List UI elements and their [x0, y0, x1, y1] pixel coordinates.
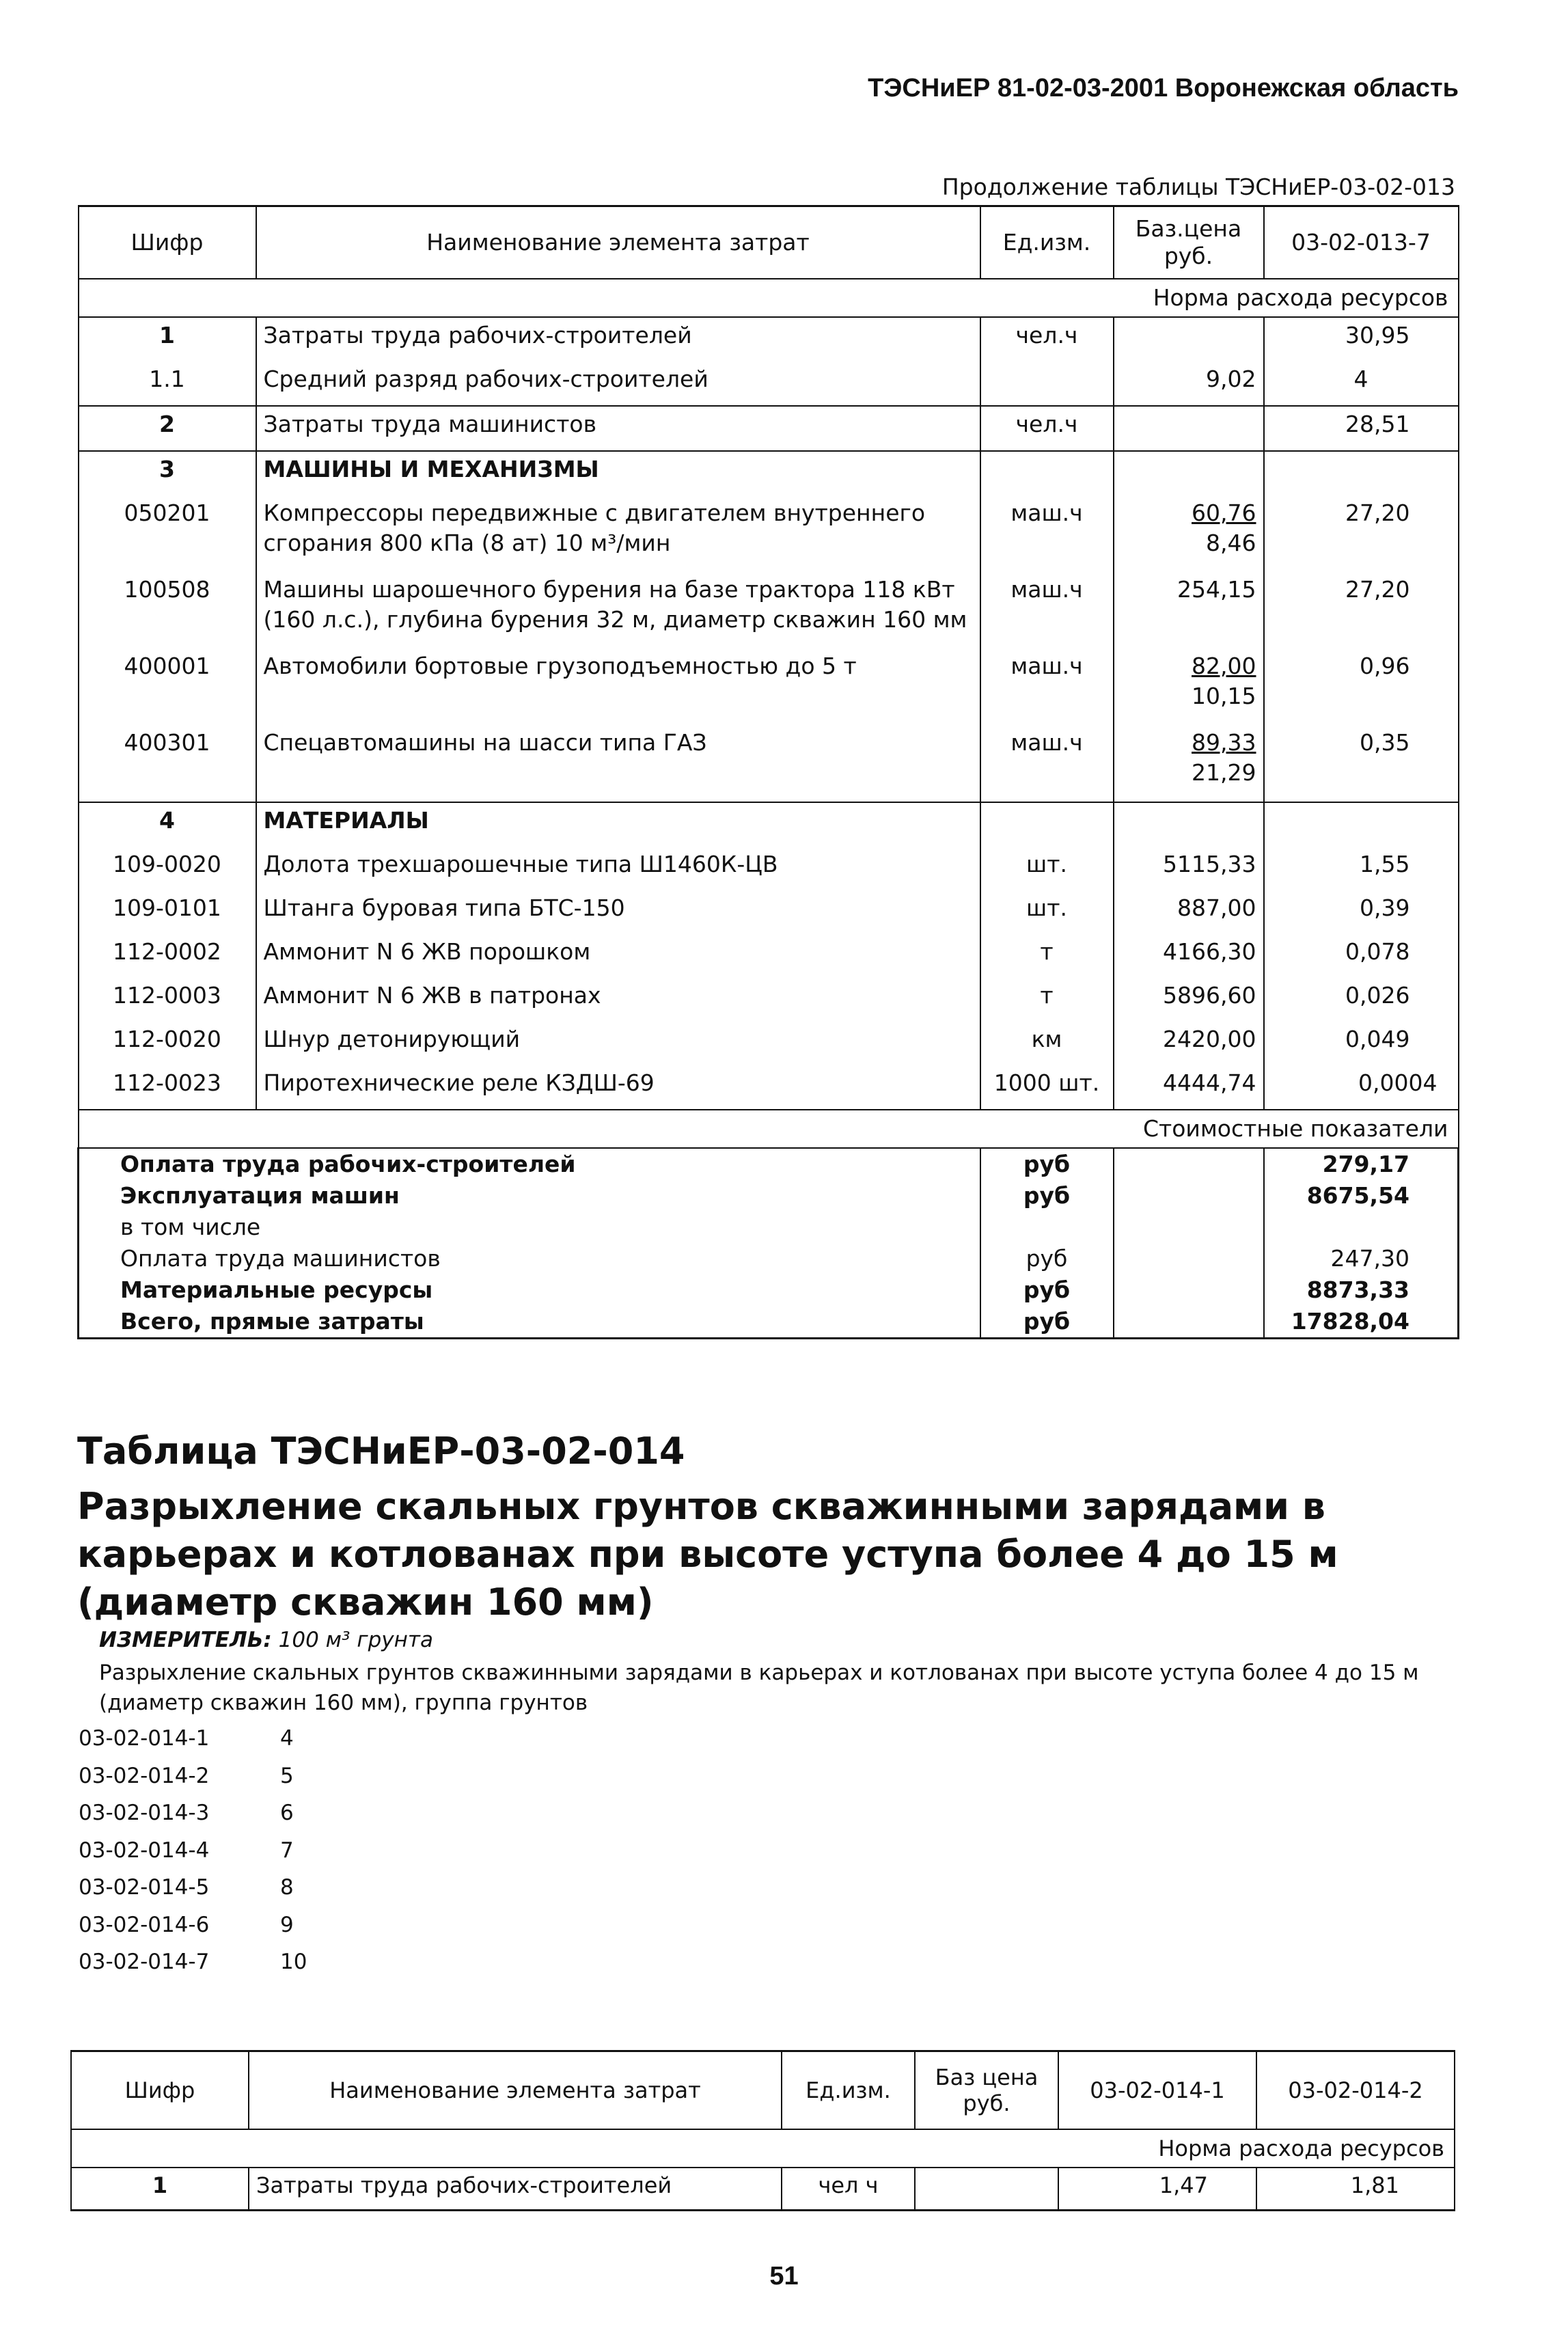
- cost-row-unit: руб: [980, 1306, 1114, 1339]
- resource-table-014: [70, 2050, 1455, 2211]
- list-item-code: 03-02-014-3: [79, 1801, 210, 1825]
- col-header-unit: Ед.изм.: [980, 206, 1114, 279]
- cost-row-unit: руб: [980, 1180, 1114, 1212]
- cost-row: [79, 1274, 1459, 1306]
- list-item-group: 6: [280, 1801, 294, 1825]
- row-code: 1: [79, 317, 256, 361]
- list-item-group: 5: [280, 1763, 294, 1788]
- row-unit: шт.: [980, 847, 1114, 890]
- row-code: 112-0020: [79, 1022, 256, 1065]
- row-norm: 0,026: [1264, 978, 1459, 1022]
- table-row: [79, 1022, 1459, 1065]
- cost-row-label: Всего, прямые затраты: [79, 1306, 980, 1339]
- row-unit: т: [980, 934, 1114, 978]
- row-name: Компрессоры передвижные с двигателем внутреннего сгорания 800 кПа (8 ат) 10 м³/мин: [256, 495, 980, 572]
- cost-row-unit: руб: [980, 1243, 1114, 1274]
- row-code: 4: [79, 802, 256, 847]
- table-row: [79, 495, 1459, 572]
- row-unit: т: [980, 978, 1114, 1022]
- table-row: [79, 725, 1459, 802]
- table-row: [79, 847, 1459, 890]
- list-item: [79, 1801, 307, 1838]
- cost-row-value: 17828,04: [1264, 1306, 1459, 1339]
- row-price: [1114, 406, 1264, 451]
- row-name: Автомобили бортовые грузоподъемностью до 5 т: [256, 648, 980, 725]
- row-unit: [980, 361, 1114, 406]
- list-item-group: 8: [280, 1875, 294, 1900]
- meter-line: [99, 1628, 433, 1652]
- page-number: 51: [769, 2262, 799, 2291]
- row-code: 112-0023: [79, 1065, 256, 1110]
- list-item: [79, 1950, 307, 1987]
- table-row: [79, 406, 1459, 451]
- row-norm: 27,20: [1264, 572, 1459, 648]
- list-item-code: 03-02-014-4: [79, 1837, 210, 1863]
- cost-row-value: 8873,33: [1264, 1274, 1459, 1306]
- row-price: 89,33: [1192, 729, 1256, 756]
- row-price-machinist: 10,15: [1192, 682, 1256, 709]
- table-row: [79, 802, 1459, 847]
- row-unit: чел ч: [782, 2168, 915, 2211]
- row-name: Машины шарошечного бурения на базе трактора 118 кВт (160 л.с.), глубина бурения 32 м, диаметр скважин 160 мм: [256, 572, 980, 648]
- section-description: Разрыхление скальных грунтов скважинными зарядами в карьерах и котлованах при высоте уступа более 4 до 15 м (диаметр скважин 160 мм), группа грунтов: [99, 1660, 1419, 1715]
- cost-row-unit: руб: [980, 1274, 1114, 1306]
- list-item: [79, 1764, 307, 1801]
- col-header-price: Баз.цена руб.: [1114, 206, 1264, 279]
- table-row: [79, 648, 1459, 725]
- cost-row: [79, 1306, 1459, 1339]
- row-price: 82,00: [1192, 653, 1256, 679]
- row-price: 887,00: [1114, 890, 1264, 934]
- row-code: 109-0020: [79, 847, 256, 890]
- cost-row-value: [1264, 1212, 1459, 1243]
- col-header-code: Шифр: [71, 2051, 249, 2130]
- cost-label-row: [79, 1110, 1459, 1148]
- section-heading-materials: МАТЕРИАЛЫ: [256, 802, 980, 847]
- row-norm: 0,96: [1264, 648, 1459, 725]
- row-code: 112-0003: [79, 978, 256, 1022]
- row-code: 2: [79, 406, 256, 451]
- row-norm: 28,51: [1264, 406, 1459, 451]
- list-item-group: 7: [280, 1837, 294, 1863]
- col-header-norm-1: 03-02-014-1: [1058, 2051, 1256, 2130]
- row-unit: маш.ч: [980, 648, 1114, 725]
- list-item-code: 03-02-014-1: [79, 1726, 210, 1751]
- col-header-norm-2: 03-02-014-2: [1256, 2051, 1455, 2130]
- row-price: 2420,00: [1114, 1022, 1264, 1065]
- cost-row-value: 8675,54: [1264, 1180, 1459, 1212]
- row-name: Затраты труда рабочих-строителей: [249, 2168, 782, 2211]
- list-item-code: 03-02-014-5: [79, 1875, 210, 1900]
- row-norm: 4: [1264, 361, 1459, 406]
- row-name: Аммонит N 6 ЖВ порошком: [256, 934, 980, 978]
- meter-label: ИЗМЕРИТЕЛЬ:: [99, 1628, 272, 1652]
- meter-value: 100 м³ грунта: [278, 1628, 433, 1652]
- row-code: 1.1: [79, 361, 256, 406]
- row-price: 9,02: [1114, 361, 1264, 406]
- col-header-price: Баз цена руб.: [915, 2051, 1058, 2130]
- col-header-code: Шифр: [79, 206, 256, 279]
- row-name: Спецавтомашины на шасси типа ГАЗ: [256, 725, 980, 802]
- row-price-machinist: 21,29: [1192, 758, 1256, 786]
- list-item: [79, 1875, 307, 1913]
- row-unit: 1000 шт.: [980, 1065, 1114, 1110]
- row-name: Долота трехшарошечные типа Ш1460К-ЦВ: [256, 847, 980, 890]
- norm-label-row: [79, 279, 1459, 317]
- row-price: 5115,33: [1114, 847, 1264, 890]
- col-header-name: Наименование элемента затрат: [249, 2051, 782, 2130]
- cost-row-value: 279,17: [1264, 1148, 1459, 1180]
- cost-row-unit: руб: [980, 1148, 1114, 1180]
- table-row: [71, 2168, 1455, 2211]
- table-continuation-caption: Продолжение таблицы ТЭСНиЕР-03-02-013: [941, 174, 1455, 200]
- norm-label: Норма расхода ресурсов: [79, 279, 1459, 317]
- list-item-group: 4: [280, 1726, 294, 1751]
- table-title-014: Таблица ТЭСНиЕР-03-02-014: [77, 1430, 685, 1473]
- row-norm: 27,20: [1264, 495, 1459, 572]
- row-norm: 1,55: [1264, 847, 1459, 890]
- list-item: [79, 1913, 307, 1950]
- table-header-row: [71, 2051, 1455, 2130]
- table-row: [79, 451, 1459, 495]
- list-item-code: 03-02-014-7: [79, 1950, 210, 1974]
- cost-row-unit: [980, 1212, 1114, 1243]
- cost-row: [79, 1212, 1459, 1243]
- row-unit: маш.ч: [980, 495, 1114, 572]
- row-name: Штанга буровая типа БТС-150: [256, 890, 980, 934]
- row-code: 112-0002: [79, 934, 256, 978]
- cost-row-label: Материальные ресурсы: [79, 1274, 980, 1306]
- cost-row-label: в том числе: [79, 1212, 980, 1243]
- row-name: Затраты труда машинистов: [256, 406, 980, 451]
- table-row: [79, 317, 1459, 361]
- row-norm: 0,0004: [1264, 1065, 1459, 1110]
- table-row: [79, 1065, 1459, 1110]
- section-heading-machines: МАШИНЫ И МЕХАНИЗМЫ: [256, 451, 980, 495]
- row-norm-1: 1,47: [1058, 2168, 1256, 2211]
- row-name: Аммонит N 6 ЖВ в патронах: [256, 978, 980, 1022]
- row-code: 400001: [79, 648, 256, 725]
- row-code: 050201: [79, 495, 256, 572]
- row-norm: 0,39: [1264, 890, 1459, 934]
- list-item-group: 9: [280, 1912, 294, 1937]
- row-code: 109-0101: [79, 890, 256, 934]
- row-name: Пиротехнические реле КЗДШ-69: [256, 1065, 980, 1110]
- row-norm: 0,078: [1264, 934, 1459, 978]
- table-row: [79, 934, 1459, 978]
- row-unit: шт.: [980, 890, 1114, 934]
- row-price: 4444,74: [1114, 1065, 1264, 1110]
- row-unit: чел.ч: [980, 317, 1114, 361]
- row-unit: км: [980, 1022, 1114, 1065]
- cost-row: [79, 1148, 1459, 1180]
- row-code: 3: [79, 451, 256, 495]
- row-price: 4166,30: [1114, 934, 1264, 978]
- norm-label-row: [71, 2129, 1455, 2168]
- row-name: Затраты труда рабочих-строителей: [256, 317, 980, 361]
- cost-row: [79, 1180, 1459, 1212]
- row-price: 60,76: [1192, 500, 1256, 526]
- table-row: [79, 890, 1459, 934]
- list-item-group: 10: [280, 1950, 307, 1974]
- row-norm: 0,35: [1264, 725, 1459, 802]
- row-unit: маш.ч: [980, 725, 1114, 802]
- row-price-machinist: 8,46: [1206, 529, 1256, 556]
- row-code: 100508: [79, 572, 256, 648]
- col-header-norm: 03-02-013-7: [1264, 206, 1459, 279]
- table-name-014: Разрыхление скальных грунтов скважинными зарядами в карьерах и котлованах при высоте уступа более 4 до 15 м (диаметр скважин 160 мм): [77, 1485, 1338, 1624]
- running-header: ТЭСНиЕР 81-02-03-2001 Воронежская область: [868, 74, 1459, 102]
- table-header-row: [79, 206, 1459, 279]
- cost-row-value: 247,30: [1264, 1243, 1459, 1274]
- row-unit: маш.ч: [980, 572, 1114, 648]
- row-price: [915, 2168, 1058, 2211]
- list-item-code: 03-02-014-6: [79, 1912, 210, 1937]
- row-code: 400301: [79, 725, 256, 802]
- cost-row-label: Оплата труда машинистов: [79, 1243, 980, 1274]
- cost-label: Стоимостные показатели: [79, 1110, 1459, 1148]
- row-name: Средний разряд рабочих-строителей: [256, 361, 980, 406]
- row-norm: 30,95: [1264, 317, 1459, 361]
- list-item: [79, 1838, 307, 1876]
- row-price: [1114, 317, 1264, 361]
- resource-table-013: [77, 205, 1459, 1339]
- row-unit: чел.ч: [980, 406, 1114, 451]
- table-row: [79, 361, 1459, 406]
- row-norm: 0,049: [1264, 1022, 1459, 1065]
- row-price: 254,15: [1114, 572, 1264, 648]
- col-header-name: Наименование элемента затрат: [256, 206, 980, 279]
- row-price: 5896,60: [1114, 978, 1264, 1022]
- cost-row-label: Эксплуатация машин: [79, 1180, 980, 1212]
- cost-row-label: Оплата труда рабочих-строителей: [79, 1148, 980, 1180]
- cost-row: [79, 1243, 1459, 1274]
- col-header-unit: Ед.изм.: [782, 2051, 915, 2130]
- norm-label: Норма расхода ресурсов: [71, 2129, 1455, 2168]
- row-code: 1: [71, 2168, 249, 2211]
- list-item: [79, 1726, 307, 1764]
- row-norm-2: 1,81: [1256, 2168, 1455, 2211]
- list-item-code: 03-02-014-2: [79, 1763, 210, 1788]
- table-row: [79, 978, 1459, 1022]
- row-name: Шнур детонирующий: [256, 1022, 980, 1065]
- code-list: [79, 1726, 307, 1987]
- table-row: [79, 572, 1459, 648]
